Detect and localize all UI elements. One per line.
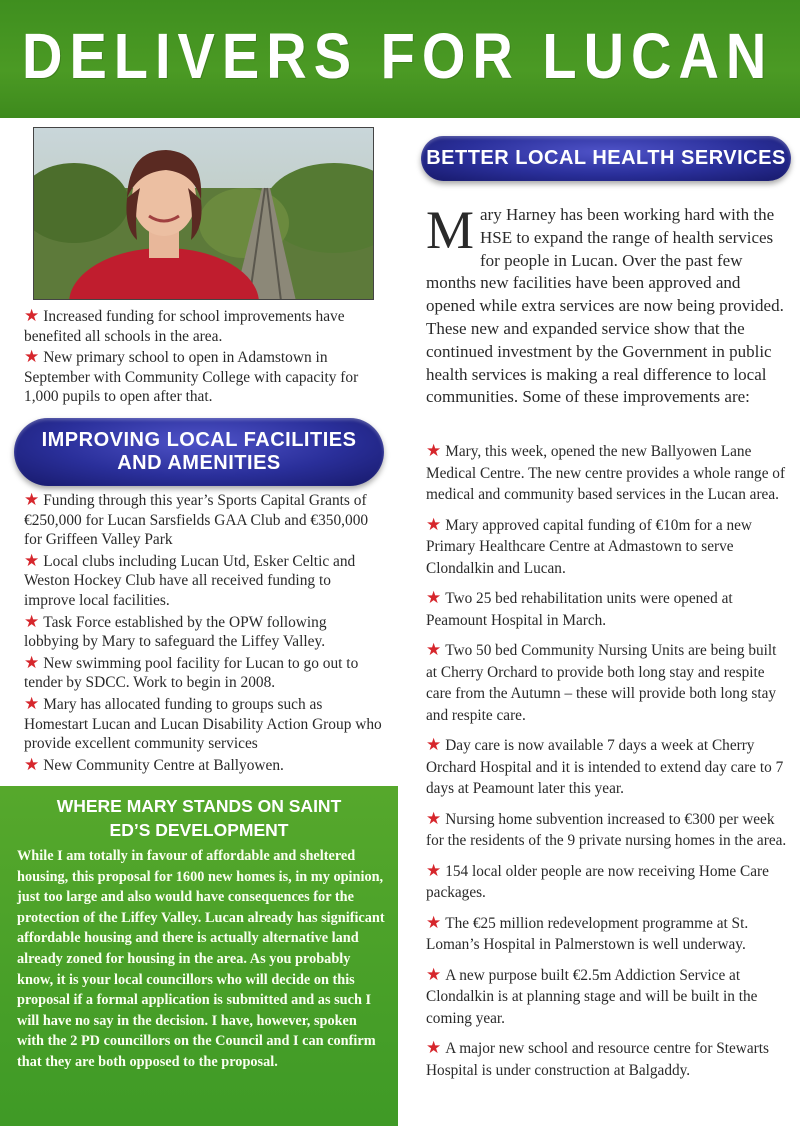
list-item: ★ Nursing home subvention increased to €300 per week for the residents of the 9 private nursing homes in the area. (426, 808, 787, 849)
list-item: ★ Mary approved capital funding of €10m for a new Primary Healthcare Centre at Admastown to serve Clondalkin and Lucan. (426, 514, 752, 577)
star-icon: ★ (24, 611, 40, 631)
star-icon: ★ (426, 808, 442, 828)
star-icon: ★ (426, 860, 442, 880)
drop-cap: M (426, 200, 475, 260)
star-icon: ★ (24, 490, 40, 509)
saint-eds-title: WHERE MARY STANDS ON SAINT ED’S DEVELOPMENT (56, 796, 342, 840)
list-item: ★ A new purpose built €2.5m Addiction Service at Clondalkin is at planning stage and will be built in the coming year. (426, 964, 758, 1027)
star-icon: ★ (426, 441, 442, 460)
list-item: ★ Two 25 bed rehabilitation units were opened at Peamount Hospital in March. (426, 588, 733, 629)
list-item: ★ Task Force established by the OPW following lobbying by Mary to safeguard the Liffey Valley. (24, 611, 327, 651)
star-icon: ★ (24, 652, 40, 672)
list-item: ★ Funding through this year’s Sports Capital Grants of €250,000 for Lucan Sarsfields GAA Club and €350,000 for Griffeen Valley Park (24, 490, 369, 549)
health-heading: BETTER LOCAL HEALTH SERVICES (421, 136, 791, 181)
facilities-bullets (24, 490, 384, 776)
list-item: ★ Increased funding for school improvements have benefited all schools in the area. (24, 306, 345, 345)
portrait-photo (33, 127, 374, 300)
star-icon: ★ (426, 640, 442, 659)
star-icon: ★ (24, 754, 40, 774)
star-icon: ★ (426, 964, 442, 984)
star-icon: ★ (426, 735, 442, 754)
star-icon: ★ (24, 306, 40, 325)
facilities-heading: IMPROVING LOCAL FACILITIES AND AMENITIES (14, 418, 384, 486)
list-item: ★ Mary has allocated funding to groups such as Homestart Lucan and Lucan Disability Action Group who provide excellent community services (24, 693, 382, 753)
star-icon: ★ (24, 550, 40, 570)
saint-eds-box (0, 786, 398, 1126)
page-title: DELIVERS FOR LUCAN (22, 19, 774, 92)
school-bullets (24, 306, 374, 408)
list-item: ★ Mary, this week, opened the new Ballyowen Lane Medical Centre. The new centre provides a whole range of medical and community based services in the Lucan area. (426, 441, 786, 503)
star-icon: ★ (426, 912, 442, 932)
list-item: ★ New primary school to open in Adamstown in September with Community College with capacity for 1,000 pupils to open after that. (24, 347, 359, 406)
star-icon: ★ (426, 1038, 442, 1057)
list-item: ★ Local clubs including Lucan Utd, Esker Celtic and Weston Hockey Club have all received funding to improve local facilities. (24, 550, 356, 609)
star-icon: ★ (426, 514, 442, 534)
list-item: ★ A major new school and resource centre for Stewarts Hospital is under construction at Balgaddy. (426, 1038, 769, 1079)
star-icon: ★ (426, 588, 442, 607)
list-item: ★ 154 local older people are now receiving Home Care packages. (426, 860, 769, 901)
photo-illustration (34, 128, 374, 300)
health-bullets (426, 440, 788, 1089)
list-item: ★ Day care is now available 7 days a week at Cherry Orchard Hospital and it is intended to extend day care to 7 days at Peamount later this year. (426, 735, 784, 797)
health-intro: Mary Harney has been working hard with the HSE to expand the range of health services for people in Lucan. Over the past few months new facilities have been approved and opened while extra services are now being provided. These new and expanded service show that the continued investment by the Government in public health services is making a real difference to local communities. Some of these improvements are: (426, 200, 784, 407)
list-item: ★ The €25 million redevelopment programme at St. Loman’s Hospital in Palmerstown is well underway. (426, 912, 749, 953)
star-icon: ★ (24, 693, 40, 713)
list-item: ★ Two 50 bed Community Nursing Units are being built at Cherry Orchard to provide both long stay and respite care from the Autumn – these will provide both long stay and respite care. (426, 640, 777, 724)
header-band (0, 0, 800, 118)
list-item: ★ New Community Centre at Ballyowen. (24, 754, 284, 774)
list-item: ★ New swimming pool facility for Lucan to go out to tender by SDCC. Work to begin in 2008. (24, 652, 359, 692)
star-icon: ★ (24, 347, 40, 367)
saint-eds-body: While I am totally in favour of affordable and sheltered housing, this proposal for 1600 new homes is, in my opinion, just too large and also would have consequences for the protection of the Liffey Valley. Lucan already has significant affordable housing and there is actually alternative land already zoned for housing in the area. As you probably know, it is your local councillors who will decide on this proposal if a formal application is submitted and as such I will have no say in the decision. I have, however, spoken with the 2 PD councillors on the Council and I can confirm that they are both opposed to the proposal. (17, 848, 385, 1070)
